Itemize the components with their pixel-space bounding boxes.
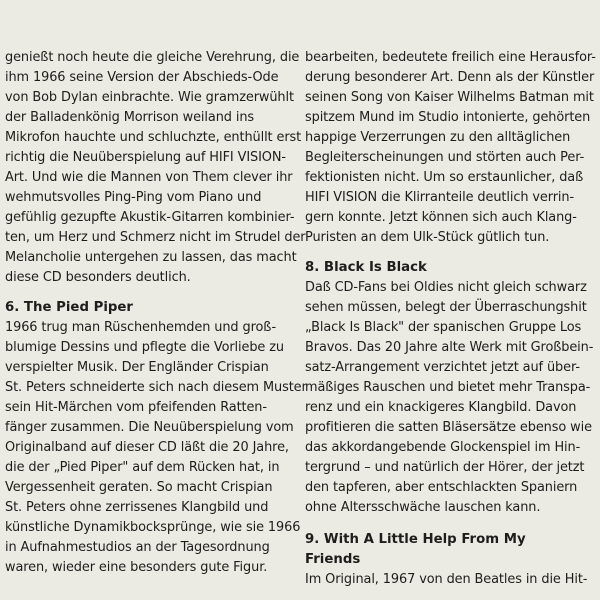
text-line: St. Peters schneiderte sich nach diesem Muster: [5, 380, 307, 395]
text-line: „Black Is Black" der spanischen Gruppe Los: [305, 320, 582, 335]
text-line: gern konnte. Jetzt können sich auch Klang-: [305, 210, 577, 225]
text-line: St. Peters ohne zerrissenes Klangbild und: [5, 500, 269, 515]
text-line: spitzem Mund im Studio intonierte, gehörten: [305, 110, 591, 125]
text-line: verspielter Musik. Der Engländer Crispian: [5, 360, 269, 375]
text-line: genießt noch heute die gleiche Verehrung, die: [5, 50, 300, 65]
text-line: satz-Arrangement verzichtet jetzt auf über-: [305, 360, 580, 375]
text-line: ten, um Herz und Schmerz nicht im Strudel der: [5, 230, 306, 245]
text-line: tergrund – und natürlich der Hörer, der jetzt: [305, 460, 585, 475]
text-line: fänger zusammen. Die Neuüberspielung vom: [5, 420, 294, 435]
section-heading-black-is-black: 8. Black Is Black: [305, 260, 427, 275]
text-line: gefühlig gezupfte Akustik-Gitarren kombinier-: [5, 210, 295, 225]
text-line: ihm 1966 seine Version der Abschieds-Ode: [5, 70, 279, 85]
text-line: waren, wieder eine besonders gute Figur.: [5, 560, 268, 575]
text-line: künstliche Dynamikbocksprünge, wie sie 1966: [5, 520, 301, 535]
text-line: richtig die Neuüberspielung auf HIFI VISION-: [5, 150, 286, 165]
text-line: HIFI VISION die Klirranteile deutlich verrin-: [305, 190, 575, 205]
text-line: in Aufnahmestudios an der Tagesordnung: [5, 540, 270, 555]
text-line: sehen müssen, belegt der Überraschungshit: [305, 300, 587, 315]
text-line: Begleiterscheinungen und störten auch Per-: [305, 150, 585, 165]
text-line: seinen Song von Kaiser Wilhelms Batman mit: [305, 90, 594, 105]
text-line: wehmutsvolles Ping-Ping vom Piano und: [5, 190, 262, 205]
text-line: Puristen an dem Ulk-Stück gütlich tun.: [305, 230, 550, 245]
text-line: happige Verzerrungen zu den alltäglichen: [305, 130, 571, 145]
text-line: Melancholie untergehen zu lassen, das macht: [5, 250, 297, 265]
section-heading-with-a-little-help: 9. With A Little Help From My: [305, 532, 526, 547]
text-line: 1966 trug man Rüschenhemden und groß-: [5, 320, 277, 335]
text-line: Originalband auf dieser CD läßt die 20 Jahre,: [5, 440, 289, 455]
text-line: die der „Pied Piper" auf dem Rücken hat, in: [5, 460, 280, 475]
text-line: blumige Dessins und pflegte die Vorliebe zu: [5, 340, 284, 355]
text-line: renz und ein knackigeres Klangbild. Davon: [305, 400, 577, 415]
text-line: Im Original, 1967 von den Beatles in die Hit-: [305, 572, 588, 587]
text-line: der Balladenkönig Morrison weiland ins: [5, 110, 255, 125]
section-heading-with-a-little-help-cont: Friends: [305, 552, 361, 567]
text-line: das akkordangebende Glockenspiel im Hin-: [305, 440, 581, 455]
text-line: Art. Und wie die Mannen von Them clever ihr: [5, 170, 293, 185]
text-line: diese CD besonders deutlich.: [5, 270, 191, 285]
text-line: mäßiges Rauschen und bietet mehr Transpa-: [305, 380, 591, 395]
text-line: derung besonderer Art. Denn als der Künstler: [305, 70, 595, 85]
text-line: von Bob Dylan einbrachte. Wie gramzerwühlt: [5, 90, 294, 105]
text-line: bearbeiten, bedeutete freilich eine Herausfor-: [305, 50, 596, 65]
text-line: Mikrofon hauchte und schluchzte, enthüllt erst: [5, 130, 302, 145]
text-line: Bravos. Das 20 Jahre alte Werk mit Großbein-: [305, 340, 594, 355]
text-line: Daß CD-Fans bei Oldies nicht gleich schwarz: [305, 280, 587, 295]
text-line: fektionisten nicht. Um so erstaunlicher, daß: [305, 170, 584, 185]
section-heading-pied-piper: 6. The Pied Piper: [5, 300, 133, 315]
text-line: sein Hit-Märchen vom pfeifenden Ratten-: [5, 400, 267, 415]
text-line: ohne Altersschwäche lauschen kann.: [305, 500, 541, 515]
text-line: Vergessenheit geraten. So macht Crispian: [5, 480, 273, 495]
text-line: den tapferen, aber entschlackten Spaniern: [305, 480, 578, 495]
text-line: profitieren die satten Bläsersätze ebenso wie: [305, 420, 592, 435]
